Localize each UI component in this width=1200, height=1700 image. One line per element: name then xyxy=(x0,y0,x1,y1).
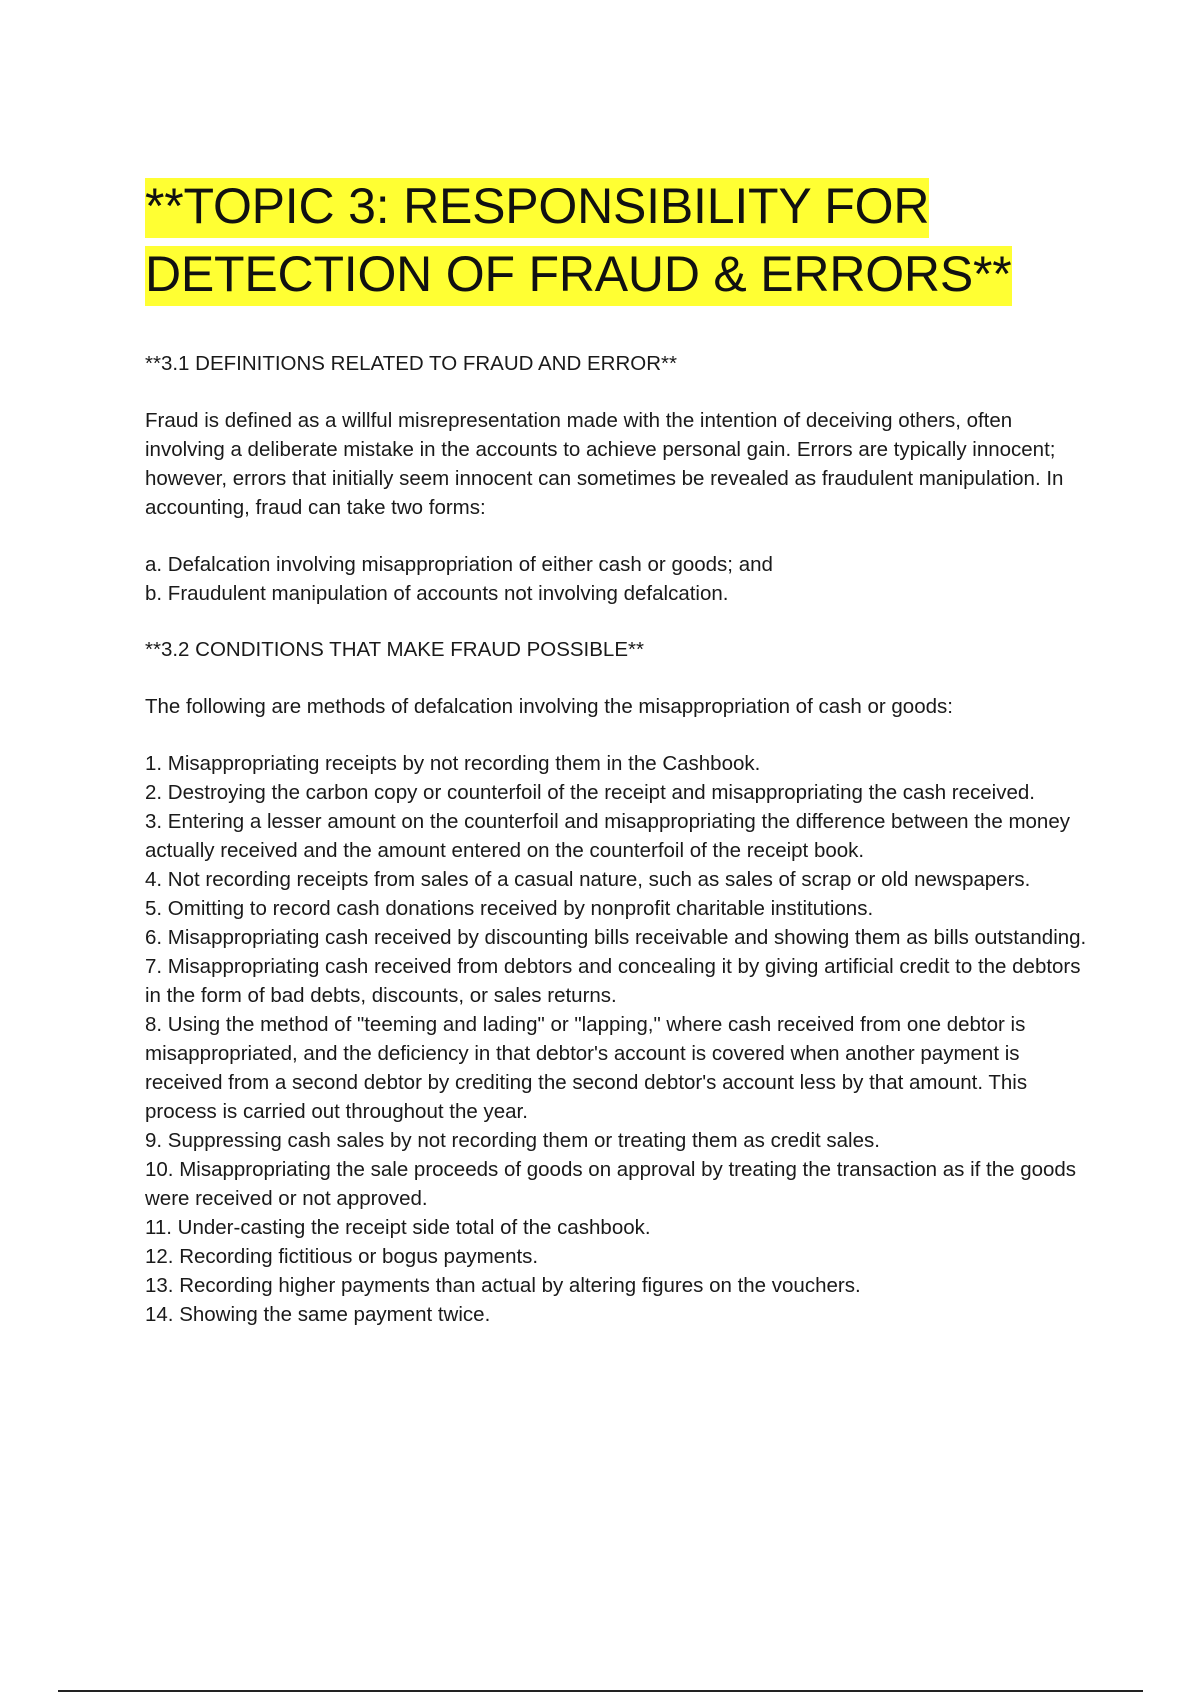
list-item: 13. Recording higher payments than actual by altering figures on the vouchers. xyxy=(145,1274,861,1297)
section-heading-3-1: **3.1 DEFINITIONS RELATED TO FRAUD AND ERROR** xyxy=(145,352,677,375)
list-item: 7. Misappropriating cash received from debtors and concealing it by giving artificial credit to the debtors in the form of bad debts, discounts, or sales returns. xyxy=(145,955,1081,1007)
list-item: a. Defalcation involving misappropriation of either cash or goods; and xyxy=(145,553,773,576)
section-heading-3-2: **3.2 CONDITIONS THAT MAKE FRAUD POSSIBLE** xyxy=(145,638,644,661)
bottom-divider xyxy=(58,1690,1143,1692)
list-item: 2. Destroying the carbon copy or counterfoil of the receipt and misappropriating the cash received. xyxy=(145,781,1035,804)
list-item: 14. Showing the same payment twice. xyxy=(145,1303,491,1326)
list-item: 4. Not recording receipts from sales of a casual nature, such as sales of scrap or old newspapers. xyxy=(145,868,1031,891)
page-title xyxy=(145,172,1095,308)
title-line-2: DETECTION OF FRAUD & ERRORS** xyxy=(145,246,1012,306)
list-item: b. Fraudulent manipulation of accounts not involving defalcation. xyxy=(145,582,729,605)
list-item: 8. Using the method of "teeming and lading" or "lapping," where cash received from one debtor is misappropriated, and the deficiency in that debtor's account is covered when another payment is received from a second debtor by crediting the second debtor's account less by that amount. This process is carried out throughout the year. xyxy=(145,1013,1028,1123)
definition-paragraph: Fraud is defined as a willful misrepresentation made with the intention of deceiving others, often involving a deliberate mistake in the accounts to achieve personal gain. Errors are typically innocent; however, errors that initially seem innocent can sometimes be revealed as fraudulent manipulation. In accounting, fraud can take two forms: xyxy=(145,409,1064,519)
list-item: 9. Suppressing cash sales by not recording them or treating them as credit sales. xyxy=(145,1129,880,1152)
list-item: 5. Omitting to record cash donations received by nonprofit charitable institutions. xyxy=(145,897,874,920)
methods-intro-paragraph: The following are methods of defalcation involving the misappropriation of cash or goods: xyxy=(145,695,953,718)
list-item: 12. Recording fictitious or bogus payments. xyxy=(145,1245,539,1268)
list-item: 6. Misappropriating cash received by discounting bills receivable and showing them as bills outstanding. xyxy=(145,926,1087,949)
fraud-forms-list xyxy=(145,550,1095,608)
list-item: 10. Misappropriating the sale proceeds of goods on approval by treating the transaction as if the goods were received or not approved. xyxy=(145,1158,1077,1210)
title-line-1: **TOPIC 3: RESPONSIBILITY FOR xyxy=(145,178,929,238)
list-item: 11. Under-casting the receipt side total of the cashbook. xyxy=(145,1216,651,1239)
list-item: 1. Misappropriating receipts by not recording them in the Cashbook. xyxy=(145,752,761,775)
document-page xyxy=(145,172,1095,1329)
defalcation-methods-list xyxy=(145,749,1095,1329)
list-item: 3. Entering a lesser amount on the counterfoil and misappropriating the difference between the money actually received and the amount entered on the counterfoil of the receipt book. xyxy=(145,810,1070,862)
